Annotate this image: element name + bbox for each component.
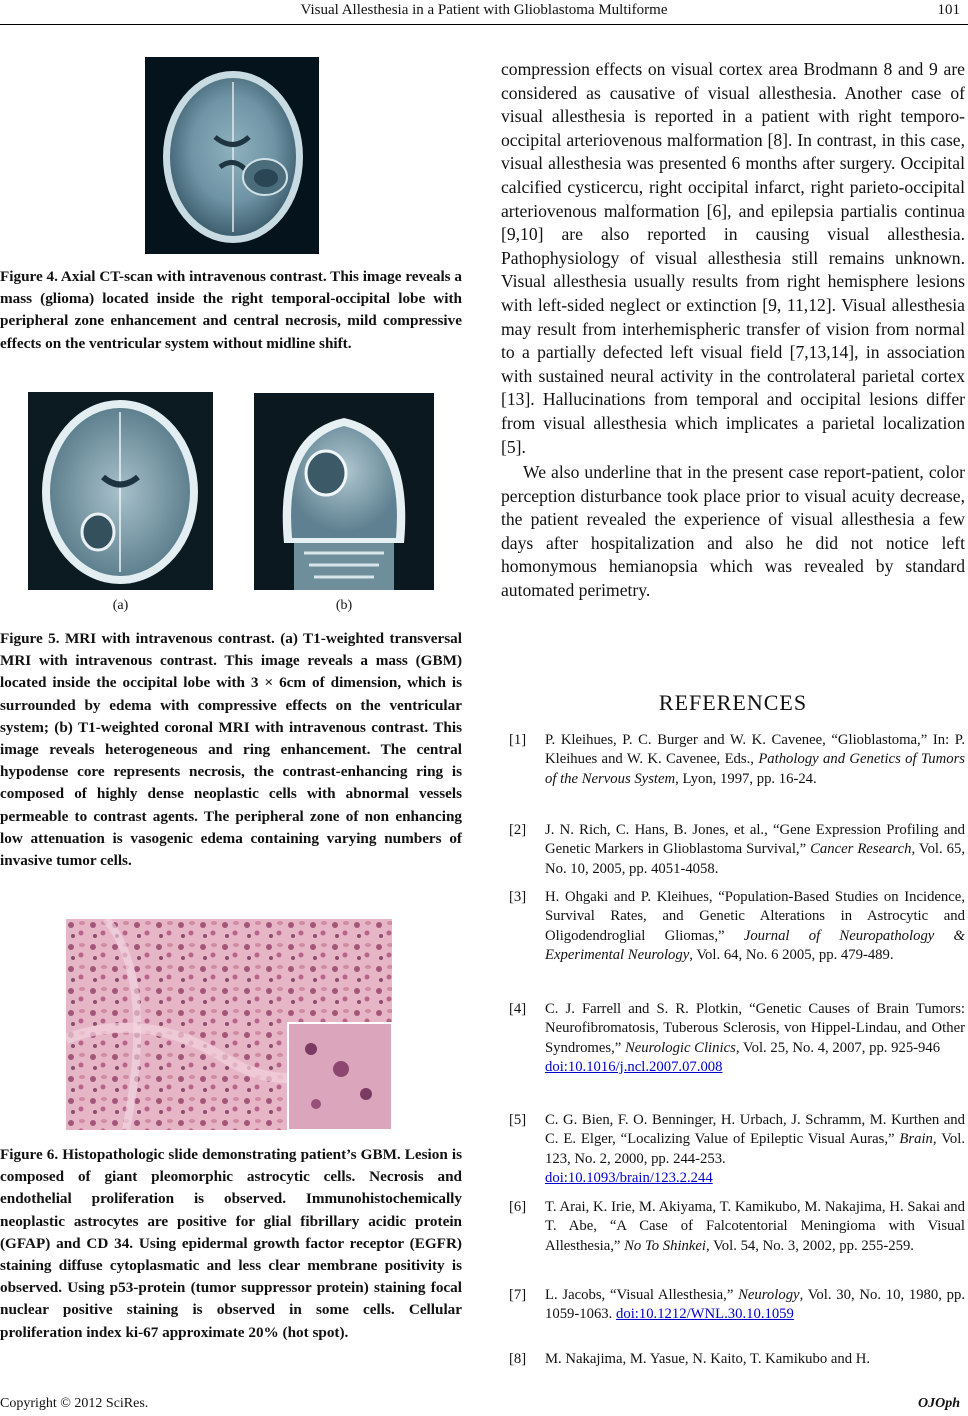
figure5b-mri-image (254, 393, 434, 590)
reference-doi-link[interactable]: doi:10.1093/brain/123.2.244 (545, 1169, 713, 1186)
reference-item: [7] L. Jacobs, “Visual Allesthesia,” Neurology, Vol. 30, No. 10, 1980, pp. 1059-1063. doi:10.1212/WNL.30.10.1059 (509, 1287, 965, 1323)
figure6-caption-block (0, 1144, 462, 1344)
figure4-caption: Figure 4. Axial CT-scan with intravenous contrast. This image reveals a mass (glioma) located inside the right temporal-occipital lobe with peripheral zone enhancement and central necrosis, mild compressive effects on the ventricular system without midline shift. (0, 268, 462, 352)
figure5a-label: (a) (112, 598, 129, 613)
reference-item: [2] J. N. Rich, C. Hans, B. Jones, et al., “Gene Expression Profiling and Genetic Markers in Glioblastoma Survival,” Cancer Research, Vol. 65, No. 10, 2005, pp. 4051-4058. (509, 822, 966, 877)
figure6-caption: Figure 6. Histopathologic slide demonstrating patient’s GBM. Lesion is composed of giant pleomorphic astrocytic cells. Necrosis and endothelial proliferation is observed. Immunohistochemically neoplastic astrocytes are positive for glial fibrillary acidic protein (GFAP) and CD 34. Using epidermal growth factor receptor (EGFR) staining diffuse cytoplasmatic and less clear membrane positivity is observed. Using p53-protein (tumor suppressor protein) staining focal nuclear positive staining is observed in some cells. Cellular proliferation index ki-67 approximate 20% (hot spot). (0, 1146, 462, 1341)
figure5-caption: Figure 5. MRI with intravenous contrast. (a) T1-weighted transversal MRI with intravenous contrast. This image reveals a mass (GBM) located inside the occipital lobe with 3 × 6cm of dimension, which is surrounded by edema with compressive effects on the ventricular system; (b) T1-weighted coronal MRI with intravenous contrast. This image reveals heterogeneous and ring enhancement. The central hypodense core represents necrosis, the contrast-enhancing ring is composed of highly dense neoplastic cells with abnormal vessels permeable to contrast agents. The peripheral zone of non enhancing low attenuation is vasogenic edema containing varying numbers of invasive tumor cells. (0, 630, 462, 870)
reference-doi-link[interactable]: doi:10.1212/WNL.30.10.1059 (616, 1306, 794, 1323)
reference-item: [4] C. J. Farrell and S. R. Plotkin, “Genetic Causes of Brain Tumors: Neurofibromatosis, Tuberous Sclerosis, von Hippel-Lindau, and Other Syndromes,” Neurologic Clinics, Vol. 25, No. 4, 2007, pp. 925-946 doi:10.1016/j.ncl.2007.07.008 (509, 1001, 965, 1075)
footer-copyright: Copyright © 2012 SciRes. (0, 1396, 149, 1411)
footer-journal: OJOph (917, 1396, 960, 1411)
page-number: 101 (937, 2, 960, 18)
running-header: Visual Allesthesia in a Patient with Glioblastoma Multiforme (300, 2, 668, 18)
reference-doi-link[interactable]: doi:10.1016/j.ncl.2007.07.008 (545, 1058, 723, 1075)
reference-item: [5] C. G. Bien, F. O. Benninger, H. Urbach, J. Schramm, M. Kurthen and C. E. Elger, “Localizing Value of Epileptic Visual Auras,” Brain, Vol. 123, No. 2, 2000, pp. 244-253. doi:10.1093/brain/123.2.244 (509, 1112, 965, 1186)
figure6-histology-image (66, 919, 392, 1130)
figure5a-mri-image (28, 392, 213, 590)
figure5-caption-block (0, 628, 462, 872)
reference-item: [6] T. Arai, K. Irie, M. Akiyama, T. Kamikubo, M. Nakajima, H. Sakai and T. Abe, “A Case of Falcotentorial Meningioma with Visual Allesthesia,” No To Shinkei, Vol. 54, No. 3, 2002, pp. 255-259. (509, 1199, 965, 1254)
figure5b-label: (b) (335, 598, 353, 613)
body-paragraph-1: compression effects on visual cortex area Brodmann 8 and 9 are considered as causative of visual allesthesia. Another case of visual allesthesia is reported in a patient with right temporo-occipital arteriovenous malformation [8]. In contrast, in this case, visual allesthesia was presented 6 months after surgery. Occipital calcified cysticercu, right occipital infarct, right parieto-occipital arteriovenous malformation [6], and epilepsia partialis continua [9,10] are also reported in causing visual allesthesia. Pathophysiology of visual allesthesia still remains unknown. Visual allesthesia usually results from right hemisphere lesions with left-sided neglect or extinction [9, 11,12]. Visual allesthesia may result from interhemispheric transfer of vision from normal to a partially defected left visual field [7,13,14], in association with sustained neural activity in the controlateral parietal cortex [13]. Hallucinations from temporal and occipital lesions differ from visual allesthesia which implicates a parietal localization [5]. (501, 59, 965, 457)
body-text-block (501, 58, 965, 603)
references-heading: REFERENCES (658, 690, 808, 715)
body-paragraph-2: We also underline that in the present case report-patient, color perception disturbance took place prior to visual acuity decrease, the patient revealed the experience of visual allesthesia a few days after hospitalization and also he did not notice left homonymous hemianopsia which was revealed by standard automated perimetry. (501, 462, 965, 601)
reference-item: [3] H. Ohgaki and P. Kleihues, “Population-Based Studies on Incidence, Survival Rates, and Genetic Alterations in Astrocytic and Oligodendroglial Gliomas,” Journal of Neuropathology & Experimental Neurology, Vol. 64, No. 6 2005, pp. 479-489. (509, 889, 965, 963)
header-rule (0, 24, 968, 25)
reference-item: [1] P. Kleihues, P. C. Burger and W. K. Cavenee, “Glioblastoma,” In: P. Kleihues and W. K. Cavenee, Eds., Pathology and Genetics of Tumors of the Nervous System, Lyon, 1997, pp. 16-24. (509, 732, 965, 787)
figure4-caption-block (0, 266, 462, 355)
figure4-ct-image (145, 57, 319, 254)
reference-item: [8] M. Nakajima, M. Yasue, N. Kaito, T. Kamikubo and H. (509, 1351, 870, 1367)
